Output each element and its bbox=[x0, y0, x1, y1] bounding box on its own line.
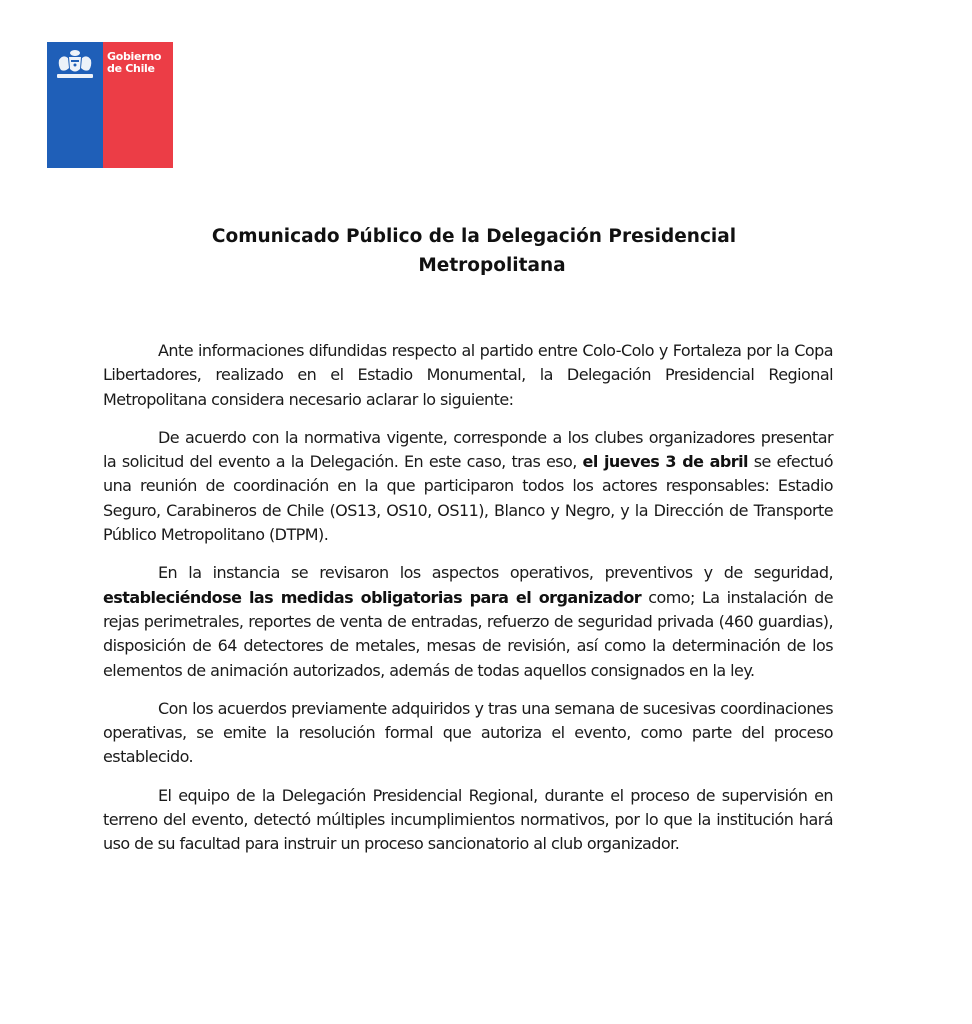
logo-brand-line1: Gobierno bbox=[107, 50, 162, 63]
paragraph-1: Ante informaciones difundidas respecto al partido entre Colo-Colo y Fortaleza por la Copa Libertadores, realizado en el Estadio Monumental, la Delegación Presidencial Regional Metropolitana considera necesario aclarar lo siguiente: bbox=[103, 341, 833, 409]
paragraph-4: Con los acuerdos previamente adquiridos y tras una semana de sucesivas coordinaciones operativas, se emite la resolución formal que autoriza el evento, como parte del proceso establecido. bbox=[103, 698, 833, 767]
paragraph-2-text: De acuerdo con la normativa vigente, corresponde a los clubes organizadores presentar la solicitud del evento a la Delegación. En este caso, tras eso, bbox=[103, 427, 833, 472]
title-line-1: Comunicado Público de la Delegación Presidencial bbox=[211, 226, 737, 247]
paragraph-2 bbox=[103, 426, 833, 547]
logo-brand-line2: de Chile bbox=[107, 62, 155, 75]
logo-blue-panel bbox=[47, 42, 103, 168]
paragraph-3 bbox=[103, 561, 833, 682]
paragraph-3-bold-measures: estableciéndose las medidas obligatorias para el organizador bbox=[103, 587, 642, 607]
paragraph-3-text: En la instancia se revisaron los aspectos operativos, preventivos y de seguridad, bbox=[158, 563, 833, 583]
title-line-2: Metropolitana bbox=[418, 255, 566, 276]
logo-red-panel bbox=[103, 42, 173, 168]
paragraph-5: El equipo de la Delegación Presidencial Regional, durante el proceso de supervisión en terreno del evento, detectó múltiples incumplimientos normativos, por lo que la institución hará uso de su facultad para instruir un proceso sancionatorio al club organizador. bbox=[103, 785, 833, 854]
coat-of-arms-icon bbox=[53, 48, 97, 82]
paragraph-2-text-cont: se efectuó una reunión de coordinación en la que participaron todos los actores responsables: Estadio Seguro, Carabineros de Chile (OS13, OS10, OS11), Blanco y Negro, y la Dirección de Transporte Público Metropolitano (DTPM). bbox=[103, 452, 833, 545]
document-title bbox=[0, 222, 972, 280]
gobierno-de-chile-logo bbox=[47, 42, 173, 168]
logo-brand-text bbox=[107, 51, 161, 75]
paragraph-3-text-cont: como; La instalación de rejas perimetrales, reportes de venta de entradas, refuerzo de seguridad privada (460 guardias), disposición de 64 detectores de metales, mesas de revisión, así como la determinación de los elementos de animación autorizados, además de todas aquellos consignados en la ley. bbox=[103, 587, 833, 680]
document-body bbox=[103, 339, 833, 871]
paragraph-2-bold-date: el jueves 3 de abril bbox=[582, 452, 748, 472]
